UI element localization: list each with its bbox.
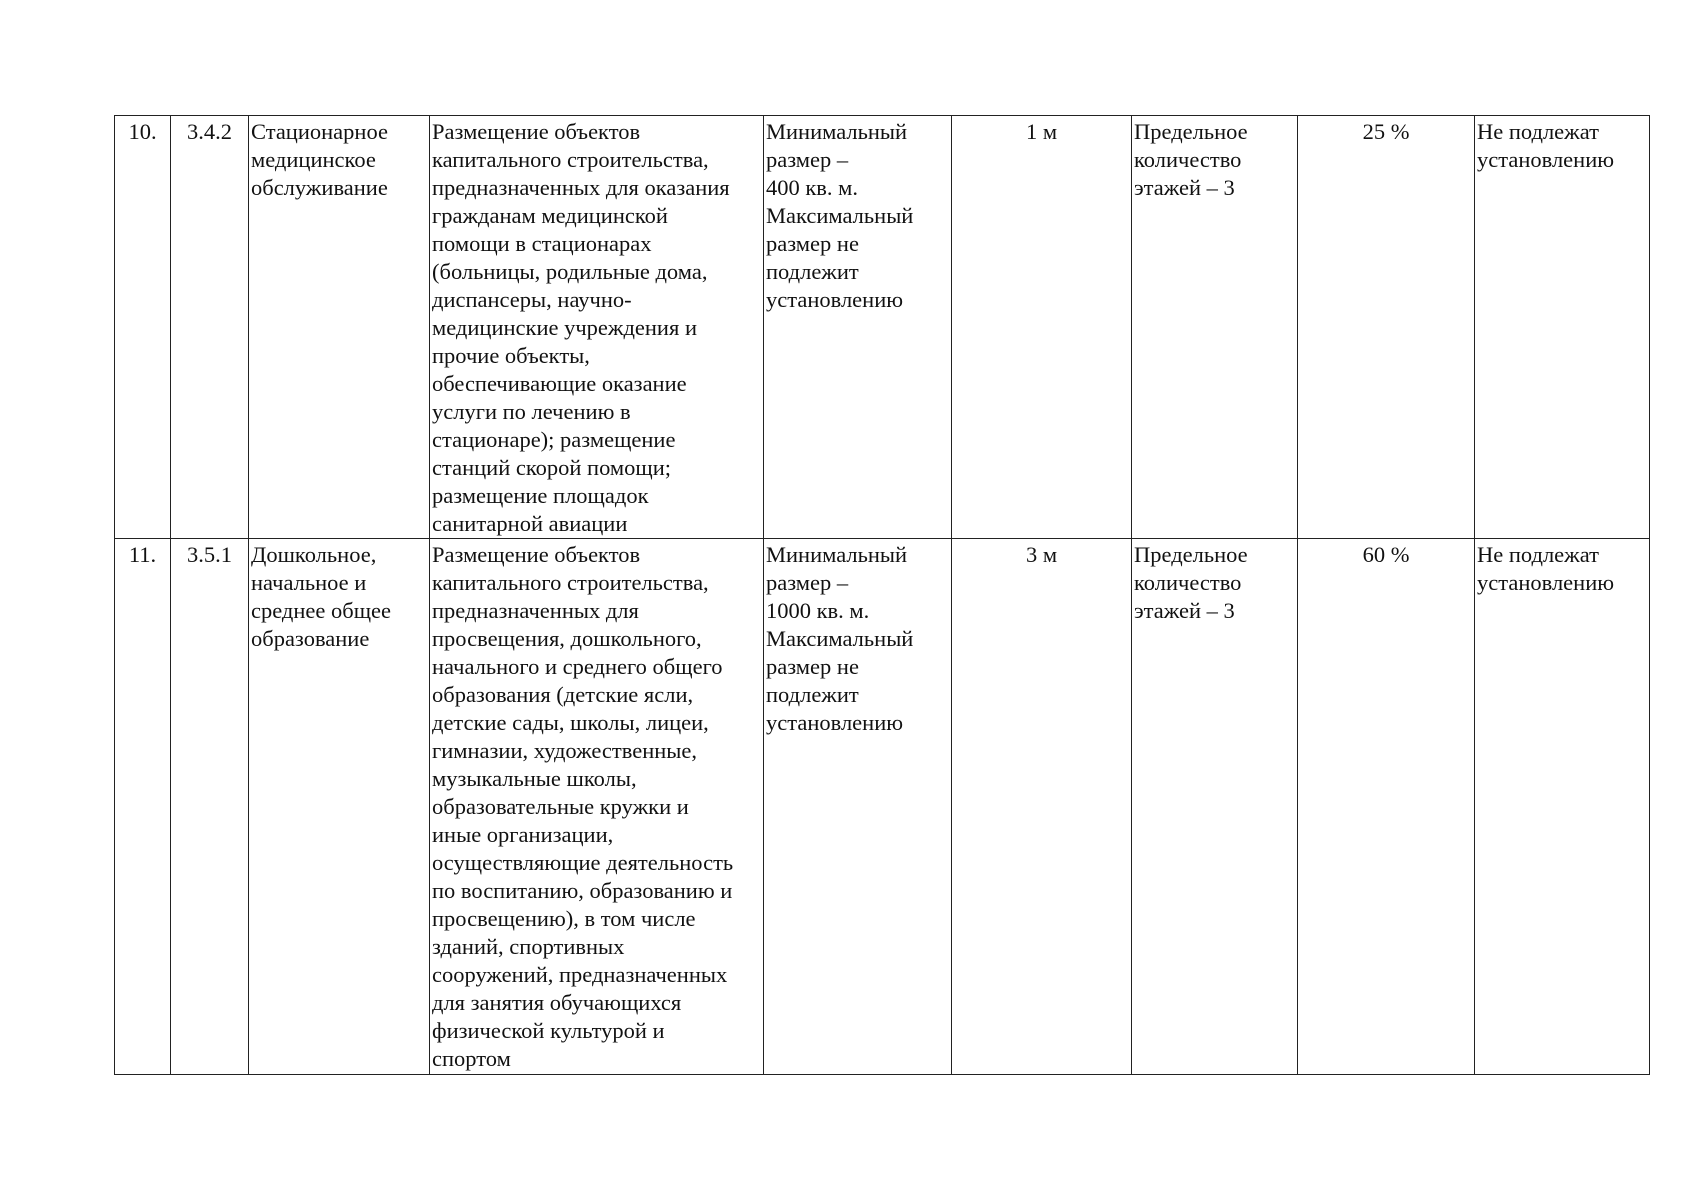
description-line: для занятия обучающихся [432, 990, 682, 1015]
description-line: гимназии, художественные, [432, 738, 698, 763]
use-name-line: начальное и [251, 570, 367, 595]
classifier-code-cell [171, 116, 249, 539]
plot-size-line: Максимальный [766, 203, 914, 228]
classifier-code: 3.4.2 [187, 119, 232, 144]
description-line: по воспитанию, образованию и [432, 878, 733, 903]
description-line: начального и среднего общего [432, 654, 723, 679]
coverage-cell [1298, 539, 1475, 1075]
description-line: стационаре); размещение [432, 427, 676, 452]
description-line: санитарной авиации [432, 511, 628, 536]
plot-size-line: размер – [766, 570, 849, 595]
plot-size-line: подлежит [766, 259, 859, 284]
use-name-line: среднее общее [251, 598, 392, 623]
plot-size-line: установлению [766, 710, 904, 735]
description-line: размещение площадок [432, 483, 649, 508]
setback-cell [952, 116, 1132, 539]
use-name-cell [249, 539, 430, 1075]
other-params-line: установлению [1477, 147, 1615, 172]
use-name-cell [249, 116, 430, 539]
other-params-cell [1475, 539, 1650, 1075]
description-line: зданий, спортивных [432, 934, 625, 959]
plot-size-line: Максимальный [766, 626, 914, 651]
use-name-line: обслуживание [251, 175, 388, 200]
description-line: просвещения, дошкольного, [432, 626, 702, 651]
description-line: прочие объекты, [432, 343, 590, 368]
coverage-cell [1298, 116, 1475, 539]
floors-line: количество [1134, 570, 1242, 595]
floors-line: этажей – 3 [1134, 175, 1235, 200]
plot-size-line: Минимальный [766, 542, 908, 567]
zoning-regulations-table [114, 115, 1650, 1075]
description-line: медицинские учреждения и [432, 315, 697, 340]
other-params-line: Не подлежат [1477, 119, 1599, 144]
floors-line: количество [1134, 147, 1242, 172]
description-line: обеспечивающие оказание [432, 371, 687, 396]
plot-size-line: Минимальный [766, 119, 908, 144]
description-line: Размещение объектов [432, 542, 641, 567]
description-line: музыкальные школы, [432, 766, 637, 791]
description-line: диспансеры, научно- [432, 287, 632, 312]
description-line: станций скорой помощи; [432, 455, 672, 480]
other-params-line: установлению [1477, 570, 1615, 595]
plot-size-line: установлению [766, 287, 904, 312]
plot-size-line: подлежит [766, 682, 859, 707]
other-params-cell [1475, 116, 1650, 539]
description-line: просвещению), в том числе [432, 906, 696, 931]
description-line: гражданам медицинской [432, 203, 668, 228]
description-line: образовательные кружки и [432, 794, 689, 819]
description-line: предназначенных для [432, 598, 639, 623]
row-number-cell [115, 539, 171, 1075]
plot-size-cell [764, 539, 952, 1075]
description-line: помощи в стационарах [432, 231, 652, 256]
plot-size-line: 1000 кв. м. [766, 598, 870, 623]
description-line: спортом [432, 1046, 511, 1071]
description-line: капитального строительства, [432, 570, 709, 595]
classifier-code-cell [171, 539, 249, 1075]
floors-line: Предельное [1134, 119, 1248, 144]
description-line: детские сады, школы, лицеи, [432, 710, 709, 735]
table-body [115, 116, 1650, 1075]
plot-size-line: 400 кв. м. [766, 175, 859, 200]
use-name-line: Стационарное [251, 119, 388, 144]
classifier-code: 3.5.1 [187, 542, 232, 567]
floors-cell [1132, 116, 1298, 539]
use-name-line: Дошкольное, [251, 542, 377, 567]
plot-size-line: размер не [766, 654, 859, 679]
setback-value: 1 м [1025, 119, 1058, 144]
row-number: 11. [128, 542, 157, 567]
description-line: Размещение объектов [432, 119, 641, 144]
row-number-cell [115, 116, 171, 539]
description-line: физической культурой и [432, 1018, 665, 1043]
row-number: 10. [128, 119, 157, 144]
floors-line: этажей – 3 [1134, 598, 1235, 623]
table-row [115, 116, 1650, 539]
description-line: иные организации, [432, 822, 614, 847]
table-row [115, 539, 1650, 1075]
setback-cell [952, 539, 1132, 1075]
use-description-cell [430, 539, 764, 1075]
setback-value: 3 м [1025, 542, 1058, 567]
use-description-cell [430, 116, 764, 539]
use-name-line: медицинское [251, 147, 376, 172]
description-line: осуществляющие деятельность [432, 850, 734, 875]
description-line: услуги по лечению в [432, 399, 631, 424]
plot-size-line: размер – [766, 147, 849, 172]
coverage-value: 60 % [1362, 542, 1410, 567]
description-line: образования (детские ясли, [432, 682, 694, 707]
plot-size-line: размер не [766, 231, 859, 256]
description-line: капитального строительства, [432, 147, 709, 172]
plot-size-cell [764, 116, 952, 539]
use-name-line: образование [251, 626, 370, 651]
description-line: сооружений, предназначенных [432, 962, 728, 987]
floors-line: Предельное [1134, 542, 1248, 567]
description-line: предназначенных для оказания [432, 175, 730, 200]
description-line: (больницы, родильные дома, [432, 259, 708, 284]
other-params-line: Не подлежат [1477, 542, 1599, 567]
floors-cell [1132, 539, 1298, 1075]
coverage-value: 25 % [1362, 119, 1410, 144]
